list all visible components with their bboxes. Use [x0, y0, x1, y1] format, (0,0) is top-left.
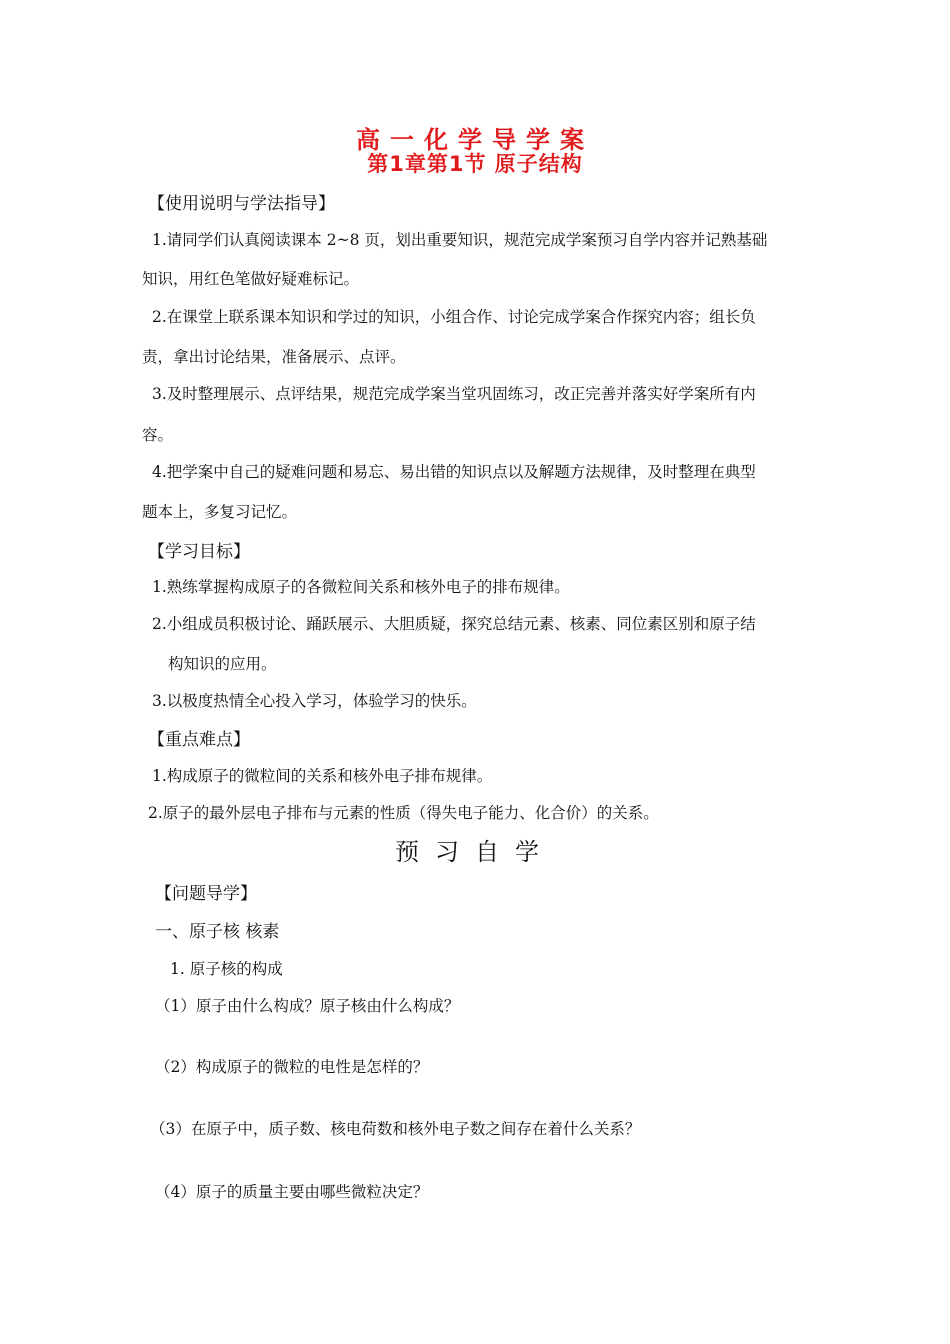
goals-item-1: 1.熟练掌握构成原子的各微粒间关系和核外电子的排布规律。	[152, 578, 570, 596]
usage-item-3-line-1: 3.及时整理展示、点评结果，规范完成学案当堂巩固练习，改正完善并落实好学案所有内	[152, 385, 756, 403]
key-points-item-1: 1.构成原子的微粒间的关系和核外电子排布规律。	[152, 767, 493, 785]
usage-item-2-line-1: 2.在课堂上联系课本知识和学过的知识，小组合作、讨论完成学案合作探究内容；组长负	[152, 308, 756, 326]
usage-item-3-line-2: 容。	[142, 426, 174, 444]
question-4: （4）原子的质量主要由哪些微粒决定？	[155, 1183, 429, 1201]
usage-heading: 【使用说明与学法指导】	[148, 194, 335, 214]
key-points-item-2: 2.原子的最外层电子排布与元素的性质（得失电子能力、化合价）的关系。	[148, 804, 659, 822]
key-points-heading: 【重点难点】	[148, 730, 250, 750]
usage-item-1-line-2: 知识，用红色笔做好疑难标记。	[142, 270, 360, 288]
goals-item-2-line-2: 构知识的应用。	[168, 655, 277, 673]
document-title: 高一化学导学案	[356, 126, 594, 154]
part-1-heading: 一、原子核 核素	[155, 922, 280, 942]
usage-item-1-line-1: 1.请同学们认真阅读课本 2~8 页，划出重要知识，规范完成学案预习自学内容并记熟基础	[152, 231, 768, 249]
usage-item-4-line-2: 题本上，多复习记忆。	[142, 503, 298, 521]
usage-item-2-line-2: 责，拿出讨论结果，准备展示、点评。	[142, 348, 406, 366]
usage-item-4-line-1: 4.把学案中自己的疑难问题和易忘、易出错的知识点以及解题方法规律，及时整理在典型	[152, 463, 756, 481]
question-1: （1）原子由什么构成？原子核由什么构成？	[155, 997, 460, 1015]
sub-heading-1: 1. 原子核的构成	[170, 960, 283, 978]
question-2: （2）构成原子的微粒的电性是怎样的？	[155, 1058, 429, 1076]
goals-item-3: 3.以极度热情全心投入学习，体验学习的快乐。	[152, 692, 477, 710]
chapter-title: 第1章第1节 原子结构	[367, 152, 583, 176]
preview-section-title: 预习自学	[395, 838, 555, 866]
question-guide-heading: 【问题导学】	[155, 884, 257, 904]
goals-item-2-line-1: 2.小组成员积极讨论、踊跃展示、大胆质疑，探究总结元素、核素、同位素区别和原子结	[152, 615, 756, 633]
goals-heading: 【学习目标】	[148, 542, 250, 562]
question-3: （3）在原子中，质子数、核电荷数和核外电子数之间存在着什么关系？	[150, 1120, 641, 1138]
